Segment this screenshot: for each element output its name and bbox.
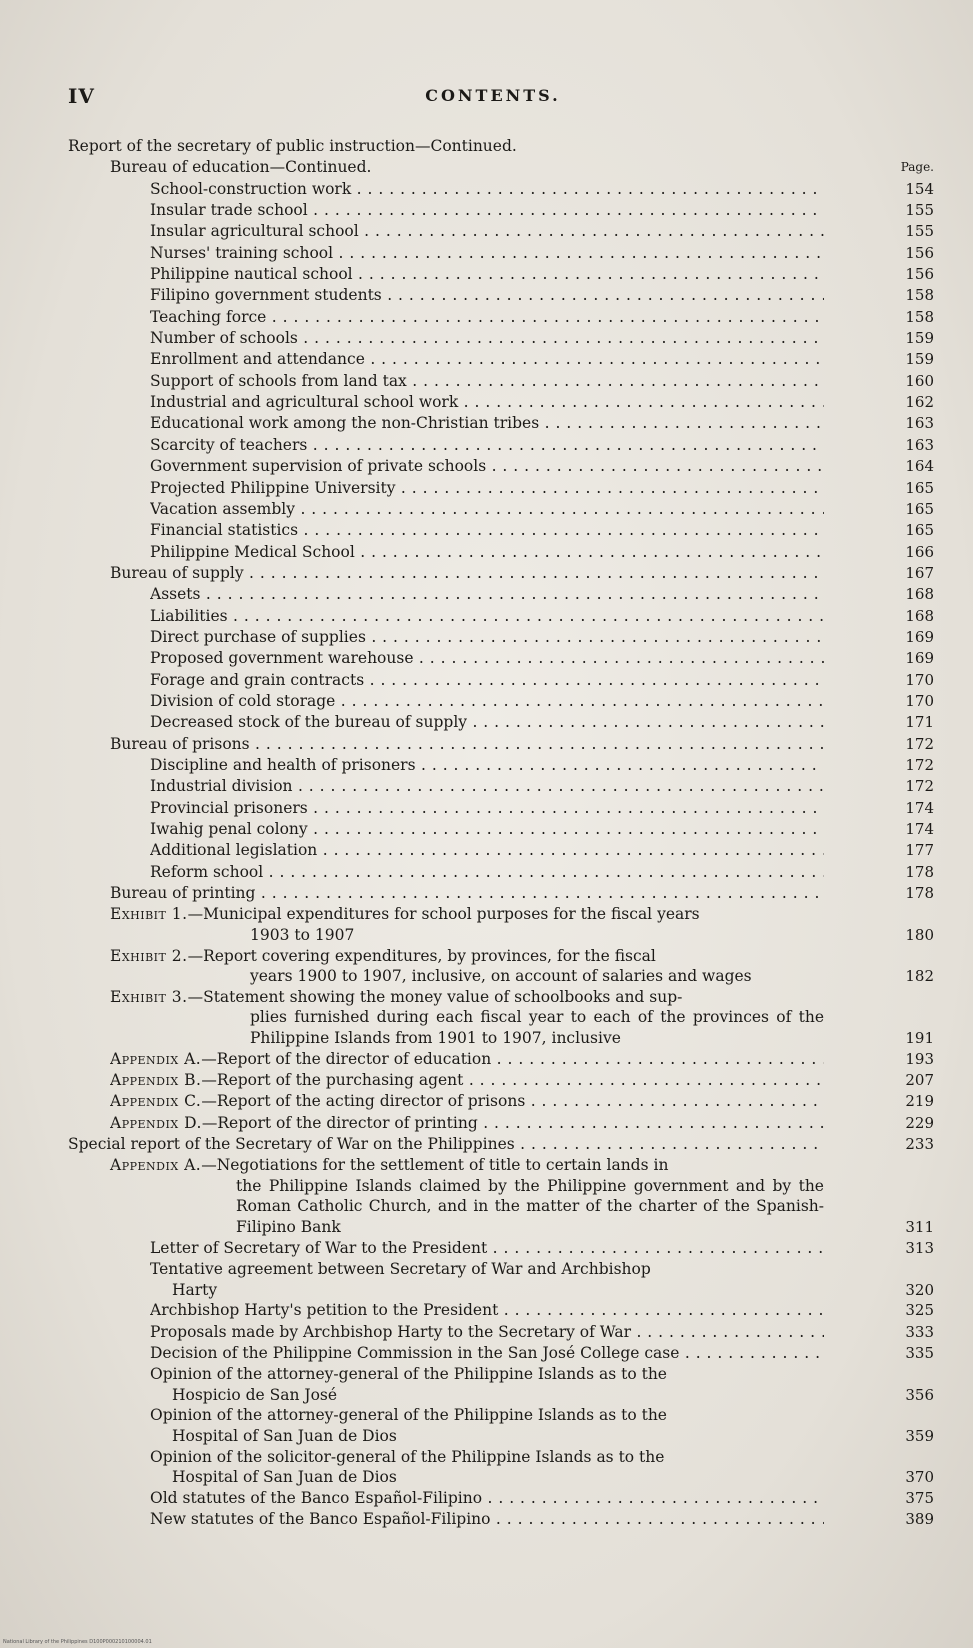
entry-title: —Negotiations for the settlement of title to certain lands in bbox=[201, 1156, 669, 1175]
entry-page: 162 bbox=[905, 393, 934, 412]
entry-page: 166 bbox=[905, 542, 934, 561]
entry-page: 375 bbox=[905, 1488, 934, 1507]
toc-entry bbox=[68, 1238, 934, 1259]
entry-title: Number of schools . . . bbox=[150, 328, 824, 349]
toc-entry bbox=[68, 349, 934, 370]
entry-page: 159 bbox=[905, 350, 934, 369]
toc-entry-multiline bbox=[150, 1259, 934, 1300]
entry-title: Division of cold storage . . . bbox=[150, 691, 824, 712]
toc-entry bbox=[68, 435, 934, 456]
toc-entry bbox=[68, 392, 934, 413]
entry-title: Government supervision of private schools . . . bbox=[150, 456, 824, 477]
entry-label: Appendix B. bbox=[110, 1070, 202, 1089]
toc-entry bbox=[68, 1488, 934, 1509]
entry-title: Bureau of prisons . . . bbox=[110, 734, 824, 755]
entry-title: —Statement showing the money value of schoolbooks and sup- bbox=[187, 987, 683, 1006]
toc-entry bbox=[68, 413, 934, 434]
entry-title bbox=[110, 1113, 824, 1134]
entry-title: Bureau of supply . . . bbox=[110, 563, 824, 584]
entry-page: 172 bbox=[905, 755, 934, 774]
entry-title: Archbishop Harty's petition to the President . . . bbox=[150, 1300, 824, 1321]
entry-page: 169 bbox=[905, 627, 934, 646]
entry-page: 172 bbox=[905, 734, 934, 753]
toc-entry bbox=[68, 1322, 934, 1343]
toc-entry bbox=[68, 712, 934, 733]
entry-page: 165 bbox=[905, 499, 934, 518]
entry-title: Letter of Secretary of War to the President . . . bbox=[150, 1238, 824, 1259]
toc-entry bbox=[68, 691, 934, 712]
entry-page: 170 bbox=[905, 670, 934, 689]
entry-title: Filipino government students . . . bbox=[150, 285, 824, 306]
entry-title: Insular trade school . . . bbox=[150, 200, 824, 221]
entry-text: —Report of the director of education bbox=[201, 1049, 492, 1068]
entry-title: Vacation assembly . . . bbox=[150, 499, 824, 520]
entry-title: Liabilities . . . bbox=[150, 606, 824, 627]
entry-page: 177 bbox=[905, 841, 934, 860]
entry-page: 154 bbox=[905, 179, 934, 198]
entry-text bbox=[150, 1364, 824, 1405]
entry-page: 174 bbox=[905, 798, 934, 817]
entry-title: Philippine nautical school . . . bbox=[150, 264, 824, 285]
entry-title: Industrial and agricultural school work . . . bbox=[150, 392, 824, 413]
page-title: CONTENTS. bbox=[425, 86, 561, 105]
entry-text bbox=[110, 904, 824, 945]
page-number: IV bbox=[68, 84, 95, 108]
entry-label: Appendix A. bbox=[110, 1049, 202, 1068]
toc-entry bbox=[68, 478, 934, 499]
entry-page: 335 bbox=[905, 1343, 934, 1362]
scan-footer: National Library of the Philippines D100P000210100004.01 bbox=[3, 1639, 152, 1645]
toc-entry-multiline bbox=[110, 1155, 934, 1237]
entry-title: Teaching force . . . bbox=[150, 307, 824, 328]
entry-page: 311 bbox=[905, 1218, 934, 1237]
page-column-label: Page. bbox=[900, 160, 934, 175]
entry-page: 180 bbox=[905, 925, 934, 944]
entry-page: 155 bbox=[905, 201, 934, 220]
entry-title: Support of schools from land tax . . . bbox=[150, 371, 824, 392]
entry-title: Proposed government warehouse . . . bbox=[150, 648, 824, 669]
entry-title-continued: years 1900 to 1907, inclusive, on account of salaries and wages bbox=[250, 967, 752, 986]
entry-title: Scarcity of teachers . . . bbox=[150, 435, 824, 456]
entry-page: 159 bbox=[905, 329, 934, 348]
entry-title: Additional legislation . . . bbox=[150, 840, 824, 861]
entry-page: 229 bbox=[905, 1113, 934, 1132]
toc-entry bbox=[68, 584, 934, 605]
entry-title: Philippine Medical School . . . bbox=[150, 542, 824, 563]
entry-text bbox=[150, 1405, 824, 1446]
entry-label: Appendix C. bbox=[110, 1092, 202, 1111]
entry-page: 168 bbox=[905, 585, 934, 604]
toc-entry bbox=[68, 371, 934, 392]
entry-page: 168 bbox=[905, 606, 934, 625]
entry-title: Industrial division . . . bbox=[150, 776, 824, 797]
table-of-contents bbox=[68, 136, 934, 1530]
entry-title-continued: 1903 to 1907 bbox=[250, 925, 355, 944]
entry-title: Forage and grain contracts . . . bbox=[150, 670, 824, 691]
entry-page: 158 bbox=[905, 307, 934, 326]
entry-title: Opinion of the attorney-general of the Philippine Islands as to the bbox=[150, 1406, 667, 1425]
entry-page: 165 bbox=[905, 478, 934, 497]
toc-entry bbox=[68, 734, 934, 755]
toc-entry-multiline bbox=[150, 1405, 934, 1446]
toc-entry bbox=[68, 862, 934, 883]
toc-entry-multiline bbox=[110, 946, 934, 987]
toc-entry bbox=[68, 1113, 934, 1134]
toc-entry bbox=[68, 648, 934, 669]
entry-title: Opinion of the solicitor-general of the Philippine Islands as to the bbox=[150, 1447, 665, 1466]
entry-page: 172 bbox=[905, 777, 934, 796]
toc-entry bbox=[68, 1343, 934, 1364]
entry-title bbox=[110, 1091, 824, 1112]
entry-page: 165 bbox=[905, 521, 934, 540]
entry-page: 164 bbox=[905, 457, 934, 476]
entry-text: —Report of the purchasing agent bbox=[201, 1070, 464, 1089]
toc-entry bbox=[68, 1509, 934, 1530]
entry-text: —Report of the acting director of prisons bbox=[201, 1092, 526, 1111]
entry-title: Projected Philippine University . . . bbox=[150, 478, 824, 499]
entry-text bbox=[150, 1259, 824, 1300]
entry-page: 313 bbox=[905, 1238, 934, 1257]
entry-title: Iwahig penal colony . . . bbox=[150, 819, 824, 840]
entry-title: Educational work among the non-Christian tribes . . . bbox=[150, 413, 824, 434]
entry-page: 167 bbox=[905, 563, 934, 582]
toc-entry bbox=[68, 627, 934, 648]
entry-page: 178 bbox=[905, 862, 934, 881]
entry-page: 325 bbox=[905, 1301, 934, 1320]
entry-label: Exhibit 2. bbox=[110, 946, 188, 965]
page-header bbox=[68, 84, 918, 108]
entry-page: 174 bbox=[905, 820, 934, 838]
entry-title: Provincial prisoners . . . bbox=[150, 798, 824, 819]
entry-page: 191 bbox=[905, 1028, 934, 1047]
entry-page: 182 bbox=[905, 967, 934, 986]
entry-page: 156 bbox=[905, 243, 934, 262]
toc-entry bbox=[68, 883, 934, 904]
toc-entry bbox=[68, 755, 934, 776]
entry-page: 155 bbox=[905, 222, 934, 241]
toc-entry bbox=[68, 1049, 934, 1070]
entry-title: Proposals made by Archbishop Harty to the Secretary of War . . . bbox=[150, 1322, 824, 1343]
toc-entry bbox=[68, 307, 934, 328]
toc-entry bbox=[68, 819, 934, 840]
entry-title: Discipline and health of prisoners . . . bbox=[150, 755, 824, 776]
entry-title-continued: Hospital of San Juan de Dios bbox=[172, 1426, 397, 1445]
entry-title: Decision of the Philippine Commission in the San José College case . . . bbox=[150, 1343, 824, 1364]
entry-page: 233 bbox=[905, 1134, 934, 1153]
entry-text bbox=[150, 1447, 824, 1488]
entry-title: Bureau of education—Continued. bbox=[110, 158, 372, 177]
toc-entry bbox=[68, 1091, 934, 1112]
toc-entry bbox=[68, 221, 934, 242]
entry-page: 333 bbox=[905, 1322, 934, 1341]
entry-label: Appendix D. bbox=[110, 1113, 202, 1132]
entry-title-continued: Harty bbox=[172, 1280, 218, 1299]
toc-entry bbox=[68, 264, 934, 285]
toc-entry bbox=[68, 798, 934, 819]
toc-entry bbox=[68, 157, 934, 178]
entry-label: Appendix A. bbox=[110, 1156, 202, 1175]
toc-entry bbox=[68, 776, 934, 797]
entry-title: —Report covering expenditures, by provinces, for the fiscal bbox=[187, 946, 656, 965]
toc-entry bbox=[68, 499, 934, 520]
entry-title: Nurses' training school . . . bbox=[150, 243, 824, 264]
entry-title: Direct purchase of supplies . . . bbox=[150, 627, 824, 648]
entry-page: 359 bbox=[905, 1426, 934, 1445]
toc-entry bbox=[68, 328, 934, 349]
entry-text: —Report of the director of printing bbox=[201, 1113, 478, 1132]
entry-title: Enrollment and attendance . . . bbox=[150, 349, 824, 370]
toc-entry bbox=[68, 243, 934, 264]
toc-entry-multiline bbox=[150, 1364, 934, 1405]
entry-title: Report of the secretary of public instruction—Continued. bbox=[68, 137, 517, 155]
entry-text bbox=[110, 946, 824, 987]
entry-title: School-construction work . . . bbox=[150, 179, 824, 200]
toc-entry bbox=[68, 840, 934, 861]
entry-page: 163 bbox=[905, 435, 934, 454]
entry-label: Exhibit 3. bbox=[110, 987, 188, 1006]
entry-title bbox=[110, 1049, 824, 1070]
toc-entry bbox=[68, 179, 934, 200]
entry-page: 178 bbox=[905, 884, 934, 903]
entry-text bbox=[110, 987, 824, 1049]
entry-title: Insular agricultural school . . . bbox=[150, 221, 824, 242]
entry-page: 160 bbox=[905, 371, 934, 390]
entry-text bbox=[110, 1155, 824, 1237]
entry-title: Decreased stock of the bureau of supply . . . bbox=[150, 712, 824, 733]
toc-entry bbox=[68, 542, 934, 563]
entry-page: 389 bbox=[905, 1510, 934, 1529]
toc-entry bbox=[68, 1134, 934, 1155]
entry-title-continued: the Philippine Islands claimed by the Philippine government and by the Roman Catholic Church, and in the matter of the charter of the Spanish-Filipino Bank bbox=[236, 1176, 824, 1237]
entry-page: 171 bbox=[905, 713, 934, 732]
toc-entry bbox=[68, 520, 934, 541]
toc-entry bbox=[68, 1300, 934, 1321]
entry-page: 356 bbox=[905, 1385, 934, 1404]
toc-entry bbox=[68, 136, 934, 157]
entry-title: Financial statistics . . . bbox=[150, 520, 824, 541]
entry-page: 169 bbox=[905, 649, 934, 668]
entry-title: Opinion of the attorney-general of the Philippine Islands as to the bbox=[150, 1365, 667, 1384]
entry-title: Tentative agreement between Secretary of War and Archbishop bbox=[150, 1259, 651, 1278]
entry-title bbox=[110, 1070, 824, 1091]
toc-entry bbox=[68, 200, 934, 221]
entry-title: Old statutes of the Banco Español-Filipino . . . bbox=[150, 1488, 824, 1509]
entry-title: —Municipal expenditures for school purposes for the fiscal years bbox=[187, 905, 700, 924]
entry-page: 193 bbox=[905, 1049, 934, 1068]
entry-title: Assets . . . bbox=[150, 584, 824, 605]
entry-title: Reform school . . . bbox=[150, 862, 824, 883]
toc-entry bbox=[68, 670, 934, 691]
entry-page: 163 bbox=[905, 414, 934, 433]
entry-page: 320 bbox=[905, 1280, 934, 1299]
toc-entry bbox=[68, 606, 934, 627]
entry-page: 219 bbox=[905, 1092, 934, 1111]
entry-page: 170 bbox=[905, 691, 934, 710]
entry-title-continued: plies furnished during each fiscal year to each of the provinces of the Philippine Islands from 1901 to 1907, inclusive bbox=[250, 1008, 824, 1047]
toc-entry-multiline bbox=[110, 987, 934, 1049]
entry-page: 370 bbox=[905, 1468, 934, 1487]
toc-entry bbox=[68, 563, 934, 584]
entry-title: Special report of the Secretary of War on the Philippines . . . bbox=[68, 1134, 824, 1155]
entry-label: Exhibit 1. bbox=[110, 905, 188, 924]
entry-title-continued: Hospicio de San José bbox=[172, 1385, 338, 1404]
toc-entry bbox=[68, 456, 934, 477]
toc-entry-multiline bbox=[110, 904, 934, 945]
entry-title: New statutes of the Banco Español-Filipino . . . bbox=[150, 1509, 824, 1530]
entry-page: 158 bbox=[905, 286, 934, 305]
toc-entry bbox=[68, 285, 934, 306]
toc-entry-multiline bbox=[150, 1447, 934, 1488]
entry-title-continued: Hospital of San Juan de Dios bbox=[172, 1468, 397, 1487]
toc-entry bbox=[68, 1070, 934, 1091]
entry-page: 156 bbox=[905, 265, 934, 284]
entry-page: 207 bbox=[905, 1070, 934, 1089]
entry-title: Bureau of printing . . . bbox=[110, 883, 824, 904]
